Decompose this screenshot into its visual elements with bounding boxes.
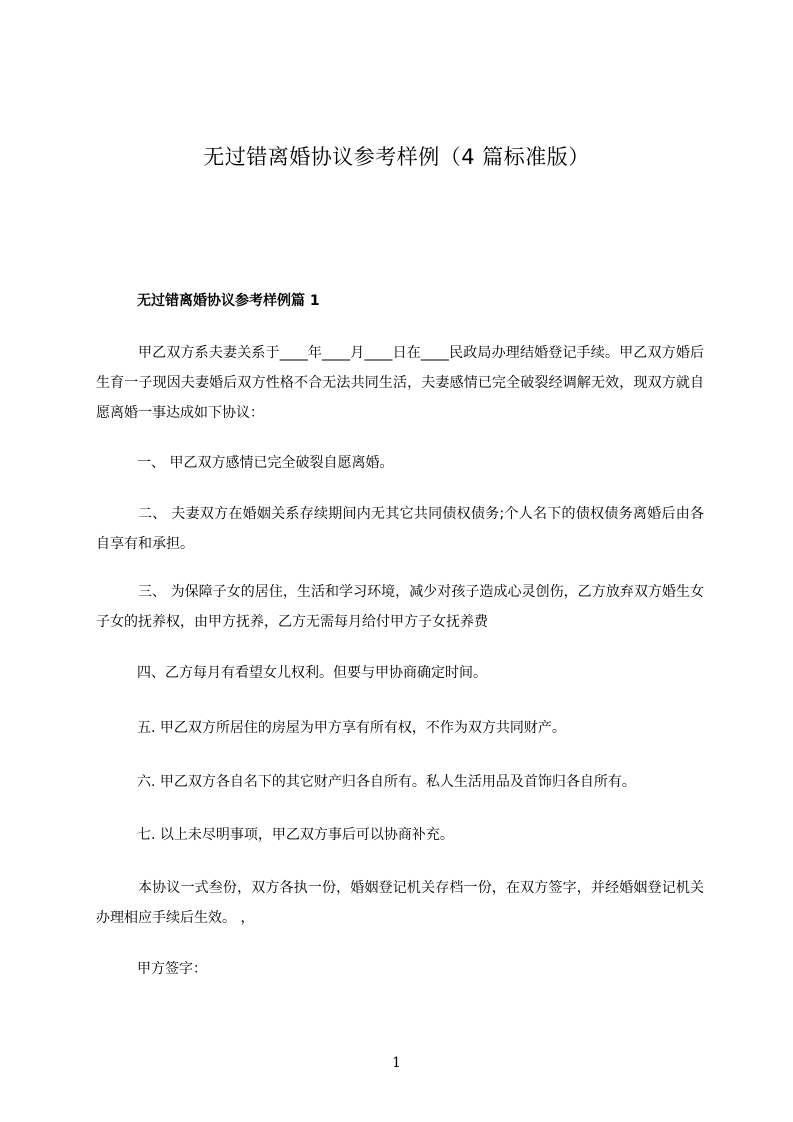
clause-6: 六. 甲乙双方各自名下的其它财产归各自所有。私人生活用品及首饰归各自所有。 [137, 774, 636, 790]
clause-4: 四、乙方每月有看望女儿权利。但要与甲协商确定时间。 [137, 665, 487, 681]
document-title: 无过错离婚协议参考样例（4 篇标准版） [203, 145, 590, 169]
clause-1: 一、 甲乙双方感情已完全破裂自愿离婚。 [137, 455, 394, 471]
clause-5: 五. 甲乙双方所居住的房屋为甲方享有所有权，不作为双方共同财产。 [137, 720, 566, 736]
party-a-signature-label: 甲方签字： [137, 961, 207, 977]
effectiveness-paragraph: 本协议一式叁份，双方各执一份，婚姻登记机关存档一份，在双方签字，并经婚姻登记机关办理相应手续后生效。 ， [96, 880, 704, 926]
section-heading: 无过错离婚协议参考样例篇 1 [137, 293, 320, 309]
paragraph-intro: 甲乙双方系夫妻关系于____年____月____日在____民政局办理结婚登记手续。甲乙双方婚后生育一子现因夫妻婚后双方性格不合无法共同生活，夫妻感情已完全破裂经调解无效，现双方就自愿离婚一事达成如下协议： [96, 345, 704, 421]
clause-7: 七. 以上未尽明事项，甲乙双方事后可以协商补充。 [137, 827, 454, 843]
page-number: 1 [392, 1055, 401, 1071]
clause-3: 三、 为保障子女的居住，生活和学习环境，减少对孩子造成心灵创伤，乙方放弃双方婚生女子女的抚养权，由甲方抚养，乙方无需每月给付甲方子女抚养费 [96, 584, 704, 630]
clause-2: 二、 夫妻双方在婚姻关系存续期间内无其它共同债权债务;个人名下的债权债务离婚后由各自享有和承担。 [96, 506, 704, 552]
